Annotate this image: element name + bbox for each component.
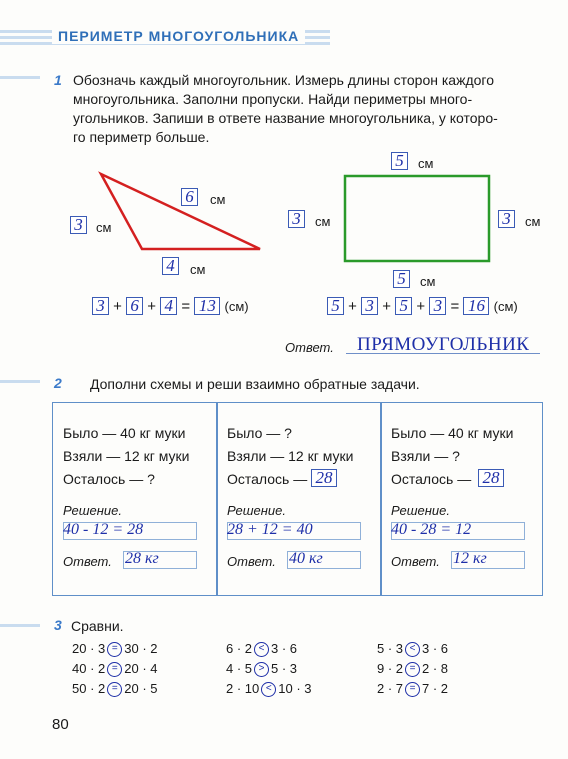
- triangle-perimeter-equation: 3 + 6 + 4 = 13 (см): [92, 297, 249, 315]
- cell-line-1: Было — 40 кг муки: [63, 425, 186, 441]
- compare-sign[interactable]: <: [254, 642, 269, 657]
- unit-label: см: [190, 262, 206, 277]
- unit-label: см: [525, 214, 541, 229]
- unit-label: см: [96, 220, 112, 235]
- compare-sign[interactable]: =: [107, 662, 122, 677]
- task2-column: [216, 402, 382, 596]
- answer-text[interactable]: ПРЯМОУГОЛЬНИК: [357, 334, 530, 355]
- rect-side-right[interactable]: 3: [498, 210, 515, 228]
- unit-label: см: [315, 214, 331, 229]
- cell-line-3: Осталось —: [227, 471, 308, 487]
- cell-line-2: Взяли — 12 кг муки: [63, 448, 190, 464]
- solution-label: Решение.: [391, 503, 451, 518]
- cell-line-3: Осталось —: [391, 471, 472, 487]
- compare-left: 9 · 2: [377, 661, 404, 676]
- sum-term[interactable]: 6: [126, 297, 143, 315]
- compare-sign[interactable]: >: [254, 662, 269, 677]
- compare-sign[interactable]: <: [261, 682, 276, 697]
- sum-term[interactable]: 5: [327, 297, 344, 315]
- triangle-side-top[interactable]: 6: [181, 188, 198, 206]
- solution-label: Решение.: [63, 503, 123, 518]
- cell-line-2: Взяли — ?: [391, 448, 460, 464]
- task-number: 1: [54, 72, 62, 88]
- sum-result[interactable]: 16: [463, 297, 489, 315]
- compare-left: 20 · 3: [72, 641, 106, 656]
- compare-expression: [226, 661, 297, 677]
- sum-result[interactable]: 13: [194, 297, 220, 315]
- compare-right: 5 · 3: [271, 661, 298, 676]
- task1-text-line: Обозначь каждый многоугольник. Измерь длины сторон каждого: [73, 72, 494, 88]
- compare-expression: [377, 681, 448, 697]
- compare-expression: [72, 641, 158, 657]
- compare-expression: [377, 641, 448, 657]
- rect-side-left[interactable]: 3: [288, 210, 305, 228]
- answer-text[interactable]: 40 кг: [289, 550, 323, 567]
- solution-text[interactable]: 40 - 28 = 12: [391, 521, 472, 538]
- compare-left: 6 · 2: [226, 641, 253, 656]
- rect-perimeter-equation: 5 + 3 + 5 + 3 = 16 (см): [327, 297, 518, 315]
- sum-term[interactable]: 4: [160, 297, 177, 315]
- sum-term[interactable]: 3: [429, 297, 446, 315]
- task-stripe: [0, 380, 40, 383]
- compare-right: 10 · 3: [278, 681, 312, 696]
- unit-paren: (см): [493, 299, 518, 314]
- solution-text[interactable]: 40 - 12 = 28: [63, 521, 144, 538]
- rectangle-shape: [345, 176, 489, 261]
- rect-side-top[interactable]: 5: [391, 152, 408, 170]
- compare-sign[interactable]: =: [405, 662, 420, 677]
- compare-expression: [226, 641, 297, 657]
- compare-left: 40 · 2: [72, 661, 106, 676]
- task-stripe: [0, 624, 40, 627]
- compare-expression: [72, 661, 158, 677]
- triangle-side-left[interactable]: 3: [70, 216, 87, 234]
- compare-right: 3 · 6: [271, 641, 298, 656]
- compare-right: 3 · 6: [422, 641, 449, 656]
- answer-label: Ответ.: [227, 554, 276, 569]
- compare-right: 7 · 2: [422, 681, 449, 696]
- compare-sign[interactable]: =: [107, 682, 122, 697]
- answer-label: Ответ.: [391, 554, 440, 569]
- page-title: ПЕРИМЕТР МНОГОУГОЛЬНИКА: [52, 28, 305, 44]
- compare-left: 2 · 7: [377, 681, 404, 696]
- compare-left: 2 · 10: [226, 681, 260, 696]
- unit-label: см: [210, 192, 226, 207]
- answer-text[interactable]: 12 кг: [453, 550, 487, 567]
- task2-column: [380, 402, 543, 596]
- compare-right: 30 · 2: [124, 641, 158, 656]
- rect-side-bottom[interactable]: 5: [393, 270, 410, 288]
- task2-column: [52, 402, 218, 596]
- answer-label: Ответ.: [285, 340, 334, 355]
- task1-text-line: многоугольника. Заполни пропуски. Найди периметры много-: [73, 91, 473, 107]
- compare-left: 50 · 2: [72, 681, 106, 696]
- triangle-shape: [101, 174, 260, 249]
- task-number: 2: [54, 375, 62, 391]
- compare-left: 4 · 5: [226, 661, 253, 676]
- task2-text: Дополни схемы и реши взаимно обратные задачи.: [90, 376, 420, 392]
- sum-term[interactable]: 5: [395, 297, 412, 315]
- solution-label: Решение.: [227, 503, 287, 518]
- cell-line-3: Осталось — ?: [63, 471, 155, 487]
- compare-right: 20 · 4: [124, 661, 158, 676]
- task1-text-line: го периметр больше.: [73, 129, 210, 145]
- compare-right: 20 · 5: [124, 681, 158, 696]
- unit-label: см: [418, 156, 434, 171]
- unit-label: см: [420, 274, 436, 289]
- compare-sign[interactable]: =: [405, 682, 420, 697]
- page-number: 80: [52, 716, 69, 733]
- compare-left: 5 · 3: [377, 641, 404, 656]
- task3-title: Сравни.: [71, 618, 124, 634]
- fill-box[interactable]: 28: [478, 469, 504, 487]
- answer-label: Ответ.: [63, 554, 112, 569]
- task-number: 3: [54, 617, 62, 633]
- cell-line-1: Было — ?: [227, 425, 292, 441]
- compare-sign[interactable]: =: [107, 642, 122, 657]
- unit-paren: (см): [224, 299, 249, 314]
- sum-term[interactable]: 3: [361, 297, 378, 315]
- sum-term[interactable]: 3: [92, 297, 109, 315]
- fill-box[interactable]: 28: [311, 469, 337, 487]
- compare-expression: [377, 661, 448, 677]
- compare-right: 2 · 8: [422, 661, 449, 676]
- solution-text[interactable]: 28 + 12 = 40: [227, 521, 313, 538]
- triangle-side-bottom[interactable]: 4: [162, 257, 179, 275]
- compare-sign[interactable]: <: [405, 642, 420, 657]
- compare-expression: [226, 681, 312, 697]
- compare-expression: [72, 681, 158, 697]
- cell-line-2: Взяли — 12 кг муки: [227, 448, 354, 464]
- cell-line-1: Было — 40 кг муки: [391, 425, 514, 441]
- task1-text-line: угольников. Запиши в ответе название многоугольника, у которо-: [73, 110, 498, 126]
- answer-text[interactable]: 28 кг: [125, 550, 159, 567]
